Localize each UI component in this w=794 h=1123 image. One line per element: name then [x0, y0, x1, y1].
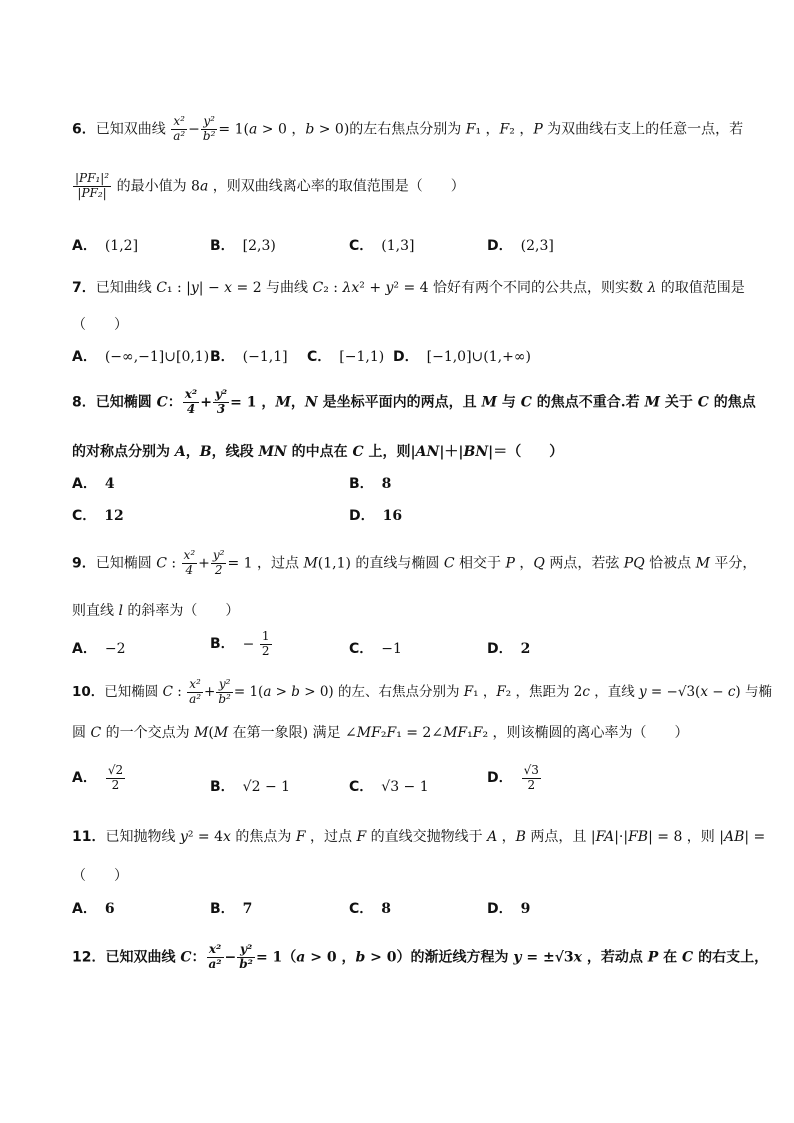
option-b: B． [2,3) — [210, 238, 276, 254]
question-7-line-1: 7．已知曲线 C₁ : |y| − x = 2 与曲线 C₂ : λx² + y² = 4 恰好有两个不同的公共点，则实数 λ 的取值范围是 — [72, 280, 745, 296]
option-d: D． 9 — [487, 901, 531, 917]
option-a: A． 4 — [72, 476, 115, 492]
question-8-line-2: 的对称点分别为 A，B，线段 MN 的中点在 C 上，则|AN|＋|BN|＝（ ） — [72, 444, 564, 460]
question-6-line-2: $\frac{\text{|PF₁|²}}{\text{|PF₂|}}$ 的最小值为 8a ，则双曲线离心率的取值范围是（ ） — [75, 171, 465, 200]
question-11-line-2: （ ） — [72, 868, 128, 884]
option-b: B． √2 − 1 — [210, 779, 291, 795]
option-d: D． $\frac{√3}{2}$ — [487, 763, 539, 792]
option-d: D． (2,3] — [487, 238, 554, 254]
question-6-line-1: 6．已知双曲线 $\frac{\text{x²}}{\text{a²}}$ − $\frac{\text{y²}}{\text{b²}}$ = 1(a > 0 ，b > 0)的左右焦点分别为 F₁ ，F₂ ，P 为双曲线右支上的任意一点，若 — [72, 114, 744, 143]
option-d: D． 16 — [349, 508, 403, 524]
option-b: B． (−1,1] — [210, 349, 288, 365]
option-a: A． 6 — [72, 901, 115, 917]
option-c: C． 8 — [349, 901, 392, 917]
question-9-line-1: 9．已知椭圆 C : $\frac{\text{x²}}{4}$ + $\frac{\text{y²}}{2}$ = 1 ，过点 M(1,1) 的直线与椭圆 C 相交于 P ，Q 两点，若弦 PQ 恰被点 M 平分， — [72, 548, 757, 577]
option-a: A． −2 — [72, 641, 126, 657]
option-b: B． − $\frac{1}{2}$ — [210, 629, 270, 658]
question-10-line-2: 圆 C 的一个交点为 M(M 在第一象限) 满足 ∠MF₂F₁ = 2∠MF₁F₂ ，则该椭圆的离心率为（ ） — [72, 725, 689, 741]
question-7-line-2: （ ） — [72, 317, 128, 333]
question-12-line-1: 12．已知双曲线 C： $\frac{\text{x²}}{\text{a²}}$ − $\frac{\text{y²}}{\text{b²}}$ = 1（a > 0 ，b > 0）的渐近线方程为 y = ±√3x ，若动点 P 在 C 的右支上， — [72, 942, 769, 971]
option-a: A． (1,2] — [72, 238, 139, 254]
option-c: C． −1 — [349, 641, 402, 657]
question-9-line-2: 则直线 l 的斜率为（ ） — [72, 603, 240, 619]
question-8-line-1: 8．已知椭圆 C： $\frac{\text{x²}}{4}$ + $\frac{\text{y²}}{3}$ = 1 ，M，N 是坐标平面内的两点，且 M 与 C 的焦点不重合.若 M 关于 C 的焦点 — [72, 387, 756, 416]
question-11-line-1: 11．已知抛物线 y² = 4x 的焦点为 F ，过点 F 的直线交抛物线于 A ，B 两点，且 |FA|·|FB| = 8 ，则 |AB| = — [72, 829, 766, 845]
question-number: 6 — [72, 121, 82, 138]
question-10-line-1: 10．已知椭圆 C : $\frac{\text{x²}}{\text{a²}}$ + $\frac{\text{y²}}{\text{b²}}$ = 1(a > b > 0) 的左、右焦点分别为 F₁ ，F₂ ，焦距为 2c ，直线 y = −√3(x − c) 与椭 — [72, 677, 772, 706]
option-c: C． [−1,1) — [307, 349, 385, 365]
option-d: D． 2 — [487, 641, 531, 657]
option-b: B． 7 — [210, 901, 253, 917]
option-c: C． 12 — [72, 508, 124, 524]
option-a: A． (−∞,−1]∪[0,1) — [72, 349, 210, 365]
option-d: D． [−1,0]∪(1,+∞) — [393, 349, 531, 365]
option-c: C． √3 − 1 — [349, 779, 429, 795]
option-b: B． 8 — [349, 476, 392, 492]
option-a: A． $\frac{√2}{2}$ — [72, 763, 124, 792]
option-c: C． (1,3] — [349, 238, 415, 254]
